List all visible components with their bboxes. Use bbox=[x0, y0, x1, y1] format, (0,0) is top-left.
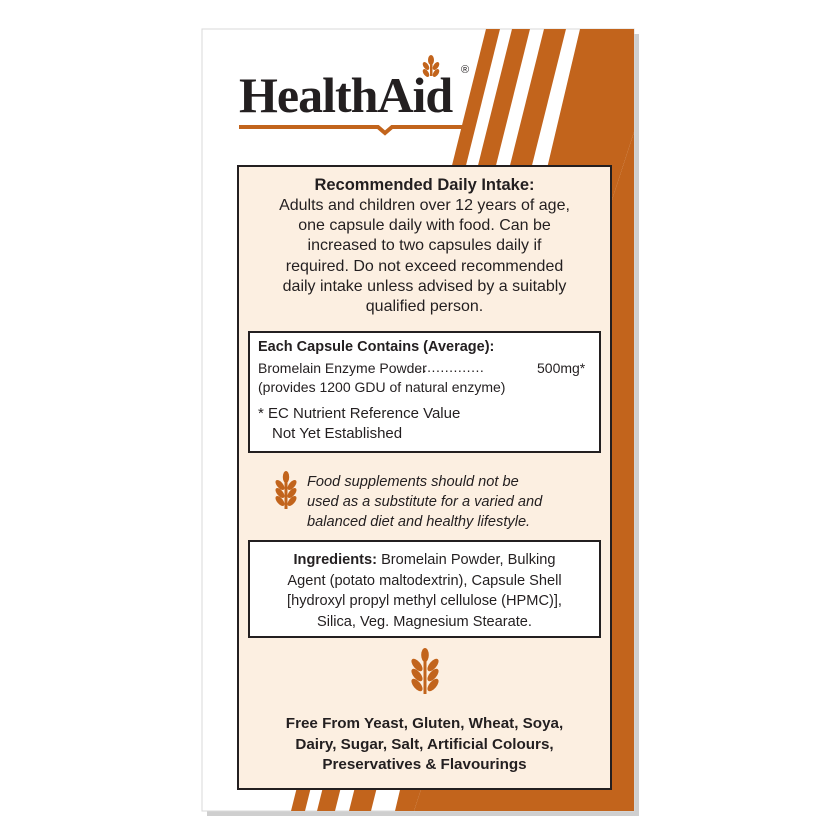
note-line: Food supplements should not be bbox=[307, 474, 519, 490]
intake-line: one capsule daily with food. Can be bbox=[298, 217, 551, 235]
recommended-intake-text bbox=[247, 196, 602, 317]
ingredients-line: Silica, Veg. Magnesium Stearate. bbox=[317, 613, 532, 630]
ingredients-text bbox=[248, 550, 601, 632]
supplement-note bbox=[307, 472, 577, 532]
intake-line: required. Do not exceed recommended bbox=[285, 257, 564, 275]
capsule-ingredient: Bromelain Enzyme Powder bbox=[258, 360, 427, 376]
leader-dots: ................ bbox=[414, 359, 485, 375]
intake-line: increased to two capsules daily if bbox=[307, 237, 542, 255]
intake-line: daily intake unless advised by a suitably bbox=[282, 277, 567, 295]
free-from-text bbox=[237, 714, 612, 776]
footnote-line-2: Not Yet Established bbox=[272, 425, 403, 442]
note-line: used as a substitute for a varied and bbox=[307, 494, 543, 510]
capsule-amount: 500mg* bbox=[537, 360, 586, 376]
ingredients-first: Bromelain Powder, Bulking bbox=[377, 552, 556, 568]
ingredients-line: Agent (potato maltodextrin), Capsule Shell bbox=[287, 572, 562, 589]
capsule-contents-title: Each Capsule Contains (Average): bbox=[258, 339, 495, 355]
footnote-line-1: * EC Nutrient Reference Value bbox=[258, 405, 461, 422]
wheat-icon bbox=[272, 471, 300, 511]
intake-line: qualified person. bbox=[365, 298, 484, 316]
free-from-line: Dairy, Sugar, Salt, Artificial Colours, bbox=[295, 735, 554, 753]
capsule-sub: (provides 1200 GDU of natural enzyme) bbox=[258, 379, 506, 395]
brand-logo: HealthAid bbox=[239, 67, 453, 123]
recommended-intake-title: Recommended Daily Intake: bbox=[314, 176, 535, 194]
wheat-icon bbox=[407, 648, 443, 696]
note-line: balanced diet and healthy lifestyle. bbox=[307, 514, 531, 530]
ingredients-first-line bbox=[248, 550, 601, 571]
ingredients-label: Ingredients: bbox=[293, 552, 378, 568]
free-from-line: Preservatives & Flavourings bbox=[322, 756, 527, 773]
free-from-line: Free From Yeast, Gluten, Wheat, Soya, bbox=[285, 715, 564, 732]
registered-mark: ® bbox=[461, 64, 470, 76]
ingredients-line: [hydroxyl propyl methyl cellulose (HPMC)], bbox=[287, 593, 562, 609]
intake-line: Adults and children over 12 years of age, bbox=[279, 197, 570, 214]
